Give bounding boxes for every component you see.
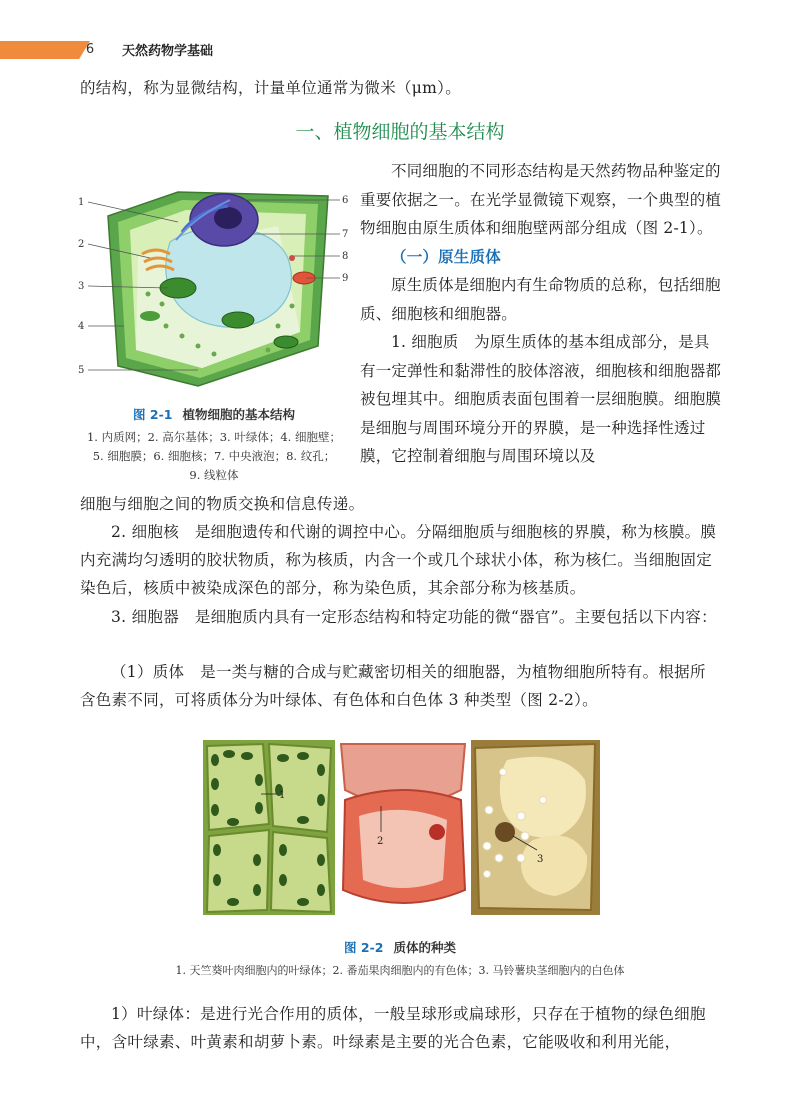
book-title: 天然药物学基础 xyxy=(122,44,214,59)
figure1-legend xyxy=(78,428,350,485)
page-header xyxy=(0,36,800,64)
figure1-title: 植物细胞的基本结构 xyxy=(182,407,295,422)
figure2-number: 图 2-2 xyxy=(344,940,384,955)
intro-line: 的结构，称为显微结构，计量单位通常为微米（μm）。 xyxy=(80,79,462,97)
paragraph-nucleus: 2. 细胞核 是细胞遗传和代谢的调控中心。分隔细胞质与细胞核的界膜，称为核膜。膜内充满均匀透明的胶状物质，称为核质，内含一个或几个球状小体，称为核仁。当细胞固定染色后，核质中被染成深色的部分，称为染色质，其余部分称为核基质。 xyxy=(80,523,717,597)
paragraph-protoplast: 原生质体是细胞内有生命物质的总称，包括细胞质、细胞核和细胞器。 xyxy=(360,276,721,323)
cell-label-7: 7 xyxy=(342,229,349,240)
figure2-title: 质体的种类 xyxy=(393,940,456,955)
cell-label-8: 8 xyxy=(342,251,349,262)
paragraph-organelle: 3. 细胞器 是细胞质内具有一定形态结构和特定功能的微“器官”。主要包括以下内容： xyxy=(111,608,717,626)
header-accent-bar xyxy=(0,41,90,59)
cell-label-4: 4 xyxy=(78,321,85,332)
figure1-caption xyxy=(78,405,350,423)
figure1-number: 图 2-1 xyxy=(133,407,173,422)
figure2-legend: 1. 天竺葵叶肉细胞内的叶绿体；2. 番茄果肉细胞内的有色体；3. 马铃薯块茎细胞内的白色体 xyxy=(175,964,625,977)
subheading-protoplast: （一）原生质体 xyxy=(391,246,501,266)
page-number: 6 xyxy=(85,42,95,57)
cell-label-5: 5 xyxy=(78,365,85,376)
section-title: 一、植物细胞的基本结构 xyxy=(295,121,505,143)
plastid-label-1: 1 xyxy=(279,790,286,801)
cell-label-1: 1 xyxy=(78,197,85,208)
paragraph-continuation: 细胞与细胞之间的物质交换和信息传递。 xyxy=(80,495,365,513)
paragraph-chloroplast: 1）叶绿体：是进行光合作用的质体，一般呈球形或扁球形，只存在于植物的绿色细胞中，含叶绿素、叶黄素和胡萝卜素。叶绿素是主要的光合色素，它能吸收和利用光能， xyxy=(80,1005,706,1051)
figure1-legend-line: 1. 内质网；2. 高尔基体；3. 叶绿体；4. 细胞壁； xyxy=(86,430,341,444)
plant-cell-figure xyxy=(78,186,350,398)
paragraph-identification: 不同细胞的不同形态结构是天然药物品种鉴定的重要依据之一。在光学显微镜下观察，一个典型的植物细胞由原生质体和细胞壁两部分组成（图 2-1）。 xyxy=(360,162,722,237)
figure1-legend-line: 5. 细胞膜；6. 细胞核；7. 中央液泡；8. 纹孔； xyxy=(92,449,336,463)
figure1-legend-line: 9. 线粒体 xyxy=(189,468,239,482)
right-column-text xyxy=(360,157,722,471)
cell-label-2: 2 xyxy=(78,239,85,250)
paragraph-cytoplasm: 1. 细胞质 为原生质体的基本组成部分，是具有一定弹性和黏滞性的胶体溶液，细胞核和细胞器都被包埋其中。细胞质表面包围着一层细胞膜。细胞膜是细胞与周围环境分开的界膜，是一种选择性透过膜，它控制着细胞与周围环境以及 xyxy=(360,333,722,465)
figure2-caption xyxy=(0,938,800,956)
plastid-types-figure xyxy=(203,740,600,915)
cell-label-9: 9 xyxy=(342,273,349,284)
plastid-label-2: 2 xyxy=(377,836,384,847)
paragraph-plastid: （1）质体 是一类与糖的合成与贮藏密切相关的细胞器，为植物细胞所特有。根据所含色素不同，可将质体分为叶绿体、有色体和白色体 3 种类型（图 2-2）。 xyxy=(80,663,706,709)
cell-label-3: 3 xyxy=(78,281,85,292)
plastid-label-3: 3 xyxy=(537,854,544,865)
cell-label-6: 6 xyxy=(342,195,349,206)
